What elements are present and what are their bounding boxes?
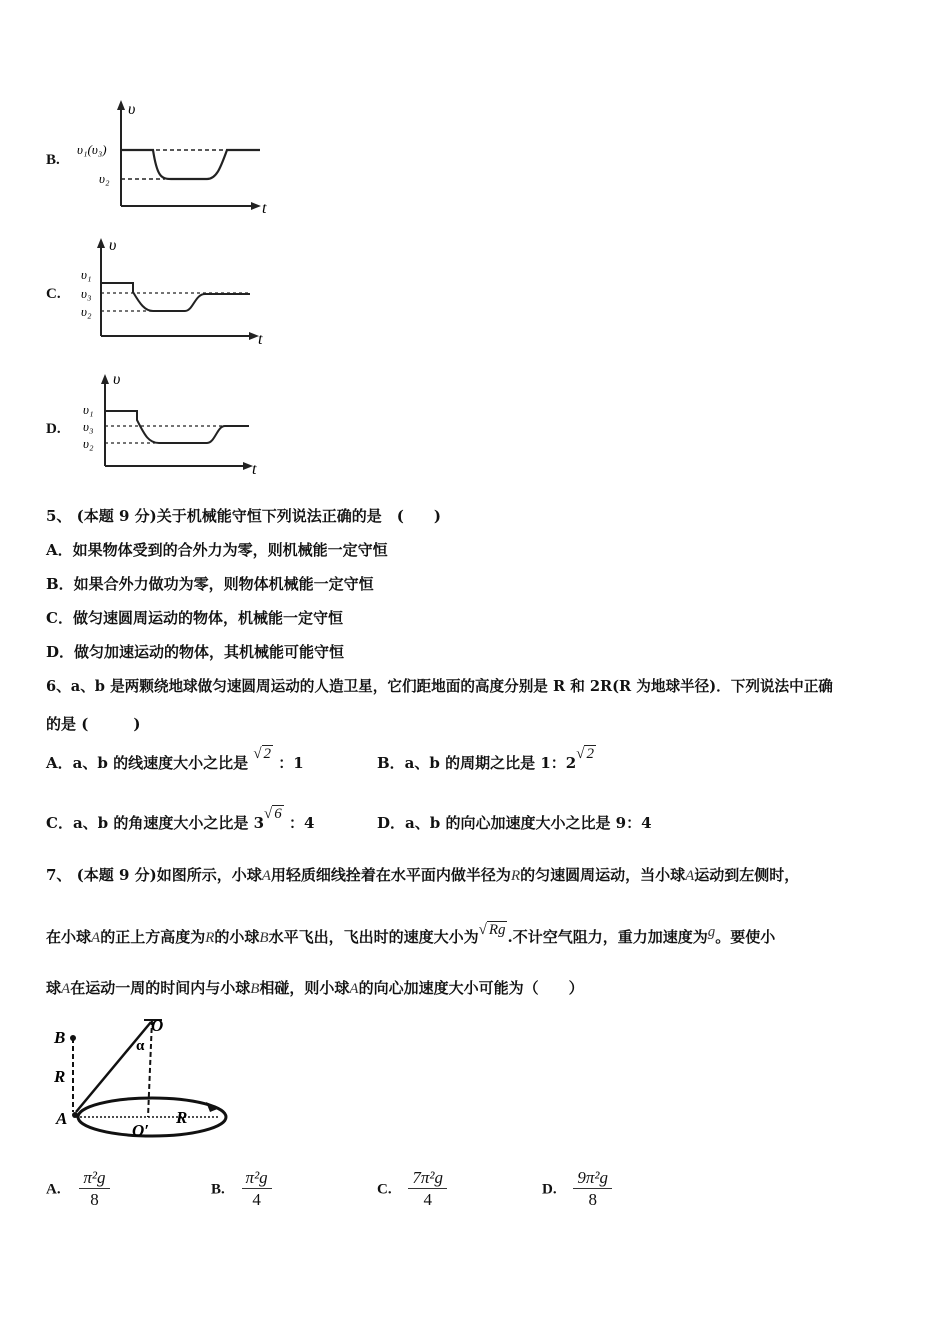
q5-option-a[interactable]: A．如果物体受到的合外力为零，则机械能一定守恒 <box>46 541 388 559</box>
q5-option-d[interactable]: D．做匀加速运动的物体，其机械能可能守恒 <box>46 643 345 661</box>
graph-b <box>75 96 275 220</box>
q5-option-b[interactable]: B．如果合外力做功为零，则物体机械能一定守恒 <box>46 575 374 593</box>
graph-c-v-axis-label: υ <box>109 237 117 254</box>
graph-d-v3-label: υ₃ <box>83 419 94 434</box>
graph-b-t-axis-label: t <box>262 200 267 217</box>
q7-stem-line1: 7、 (本题 9 分)如图所示，小球A用轻质细线拴着在水平面内做半径为R的匀速圆周运动，当小球A运动到左侧时， <box>46 866 800 884</box>
q6-stem-line1: 6、a、b 是两颗绕地球做匀速圆周运动的人造卫星，它们距地面的高度分别是 R 和 2R(R 为地球半径)．下列说法中正确 <box>46 678 833 695</box>
graph-c-v3-label: υ₃ <box>81 286 92 301</box>
svg-text:R: R <box>54 1067 66 1086</box>
q6-option-a[interactable] <box>46 746 304 773</box>
q6-option-c-text: C．a、b 的角速度大小之比是 3 <box>46 814 265 832</box>
q7-option-c[interactable]: C. $\frac{\text{7π²g}}{4}$ <box>377 1168 447 1211</box>
q7-figure <box>48 1012 238 1142</box>
graph-c-t-axis-label: t <box>258 331 263 348</box>
q6-option-c[interactable] <box>46 806 315 833</box>
svg-text:A: A <box>56 1109 68 1128</box>
ball-b <box>70 1035 76 1041</box>
graph-d-v1-label: υ₁ <box>83 402 94 417</box>
graph-c <box>75 232 275 352</box>
graph-c-label: C. <box>46 286 61 302</box>
graph-d-v-axis-label: υ <box>113 371 121 388</box>
svg-text:O: O <box>151 1016 164 1035</box>
q7-option-b[interactable]: B. $\frac{\text{π²g}}{4}$ <box>211 1168 272 1211</box>
q6-option-c-sqrt: √ 6 <box>264 806 282 822</box>
graph-c-v1-label: υ₁ <box>81 267 92 282</box>
svg-text:O′: O′ <box>132 1121 150 1140</box>
graph-b-v2-label: υ₂ <box>99 171 110 186</box>
q6-option-b-sqrt: √ 2 <box>576 746 594 762</box>
q6-option-d[interactable]: D．a、b 的向心加速度大小之比是 9：4 <box>377 814 652 832</box>
graph-b-v-axis-label: υ <box>128 101 136 118</box>
q7-stem-line3: 球A在运动一周的时间内与小球B相碰，则小球A的向心加速度大小可能为（ ） <box>46 979 584 997</box>
graph-b-curve <box>121 150 260 179</box>
graph-b-label: B. <box>46 152 60 168</box>
graph-d-v2-label: υ₂ <box>83 436 94 451</box>
q7-stem-line2: 在小球A的正上方高度为R的小球B水平飞出，飞出时的速度大小为√ Rg .不计空气阻力，重力加速度为g。要使小 <box>46 922 776 946</box>
q7-option-d[interactable]: D. $\frac{\text{9π²g}}{8}$ <box>542 1168 612 1211</box>
graph-d <box>75 368 275 480</box>
q6-stem-line2: 的是 ( ) <box>46 715 141 733</box>
graph-b-v1-label: υ₁(υ₃) <box>77 142 107 157</box>
svg-text:α: α <box>136 1038 145 1054</box>
graph-d-t-axis-label: t <box>252 461 257 478</box>
ball-a <box>72 1112 78 1118</box>
q7-option-a[interactable]: A. $\frac{\text{π²g}}{8}$ <box>46 1168 110 1211</box>
svg-text:B: B <box>54 1028 66 1047</box>
svg-text:R: R <box>176 1108 188 1127</box>
q6-option-a-text: A．a、b 的线速度大小之比是 <box>46 754 249 772</box>
q7-sqrt-rg: √ Rg <box>478 922 506 938</box>
q6-option-c-ratio: ：4 <box>289 814 315 832</box>
q6-option-b-text: B．a、b 的周期之比是 1：2 <box>377 754 577 772</box>
graph-d-label: D. <box>46 421 61 437</box>
q5-option-c[interactable]: C．做匀速圆周运动的物体，机械能一定守恒 <box>46 609 343 627</box>
q6-option-a-sqrt: √ 2 <box>253 746 272 762</box>
graph-c-v2-label: υ₂ <box>81 304 92 319</box>
q6-option-a-ratio: ：1 <box>278 754 304 772</box>
q6-option-b[interactable] <box>377 746 596 773</box>
q5-stem: 5、 (本题 9 分)关于机械能守恒下列说法正确的是 ( ) <box>46 507 441 525</box>
